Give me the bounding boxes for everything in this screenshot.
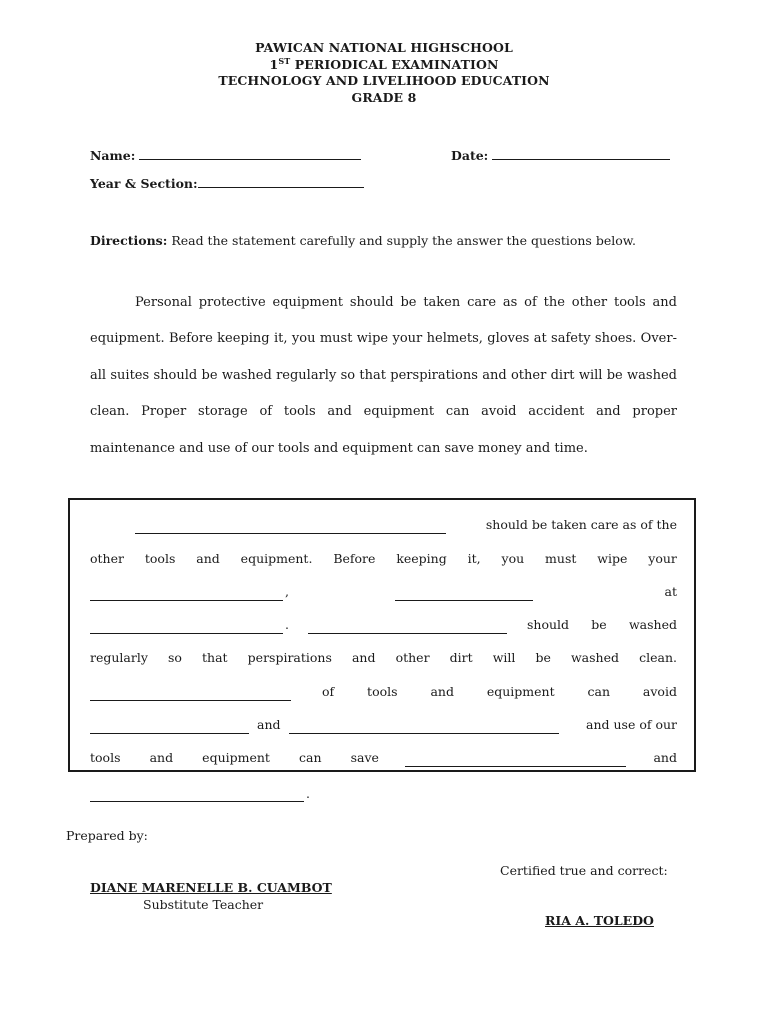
- row-6-words: [322, 684, 677, 699]
- exercise-word: of: [322, 684, 335, 699]
- exercise-word: dirt: [449, 650, 473, 665]
- exam-title-number: 1: [269, 56, 279, 72]
- exercise-row-6: [90, 684, 677, 704]
- exercise-word: you: [501, 551, 525, 566]
- section-field[interactable]: [90, 176, 364, 191]
- preparer-role: Substitute Teacher: [143, 897, 264, 912]
- exercise-word: can: [299, 750, 322, 765]
- blank-2[interactable]: [90, 600, 283, 601]
- reading-passage: [90, 285, 677, 467]
- exercise-word: will: [492, 650, 516, 665]
- certifier-name: RIA A. TOLEDO: [545, 913, 654, 928]
- exercise-word: tools: [367, 684, 398, 699]
- exercise-word: so: [168, 650, 182, 665]
- exam-header: [0, 40, 768, 106]
- grade-level: GRADE 8: [351, 89, 417, 105]
- section-label: Year & Section:: [90, 176, 198, 191]
- blank-3[interactable]: [395, 600, 533, 601]
- exercise-word: and: [430, 684, 454, 699]
- exercise-word: avoid: [642, 684, 677, 699]
- blank-1[interactable]: [135, 533, 446, 534]
- exercise-row-9: [90, 785, 677, 805]
- exercise-word: perspirations: [247, 650, 332, 665]
- directions-label: Directions:: [90, 233, 168, 248]
- exercise-word: other: [90, 551, 124, 566]
- exercise-word: can: [587, 684, 611, 699]
- row-8-and: and: [653, 750, 677, 765]
- directions-text: Read the statement carefully and supply the answer the questions below.: [167, 233, 636, 248]
- exercise-row-3: [90, 584, 677, 604]
- exercise-row-2: [90, 551, 677, 571]
- subject-title: TECHNOLOGY AND LIVELIHOOD EDUCATION: [218, 73, 550, 88]
- exercise-word: be: [591, 617, 607, 632]
- exam-title-ordinal: ST: [278, 55, 291, 66]
- exercise-word: your: [648, 551, 677, 566]
- row-1-text: should be taken care as of the: [485, 517, 677, 532]
- exercise-word: that: [202, 650, 228, 665]
- exercise-word: it,: [467, 551, 481, 566]
- exercise-word: regularly: [90, 650, 148, 665]
- exercise-word: clean.: [639, 650, 677, 665]
- exercise-row-7: [90, 717, 677, 737]
- exercise-word: must: [545, 551, 577, 566]
- exercise-word: equipment.: [240, 551, 313, 566]
- exercise-word: and: [351, 650, 376, 665]
- date-field[interactable]: [451, 148, 670, 163]
- row-7-text: and use of our: [586, 717, 677, 732]
- exercise-word: and: [196, 551, 220, 566]
- passage-text: Personal protective equipment should be taken care as of the other tools and equipment. Before keeping it, you must wipe your helmets, gloves at safety shoes. Over-all suites should be washed regularly so that perspirations and other dirt will be washed clean. Proper storage of tools and equipment can avoid accident and proper maintenance and use of our tools and equipment can save money and time.: [90, 295, 677, 456]
- exercise-row-5: [90, 650, 677, 670]
- section-blank[interactable]: [198, 177, 364, 188]
- row-5-words: [90, 650, 677, 665]
- exercise-word: and: [149, 750, 174, 765]
- exercise-row-4: [90, 617, 677, 637]
- exercise-word: Before: [333, 551, 376, 566]
- row-4-period: .: [285, 617, 289, 632]
- exercise-word: equipment: [202, 750, 270, 765]
- exercise-word: keeping: [396, 551, 447, 566]
- exercise-word: tools: [90, 750, 121, 765]
- blank-4[interactable]: [90, 633, 283, 634]
- exercise-word: wipe: [597, 551, 628, 566]
- exercise-word: washed: [570, 650, 620, 665]
- exercise-word: be: [535, 650, 551, 665]
- blank-9[interactable]: [405, 766, 626, 767]
- row-7-and: and: [257, 717, 281, 732]
- date-label: Date:: [451, 148, 489, 163]
- blank-6[interactable]: [90, 700, 291, 701]
- school-name: PAWICAN NATIONAL HIGHSCHOOL: [255, 40, 513, 55]
- exercise-word: save: [350, 750, 379, 765]
- blank-5[interactable]: [308, 633, 507, 634]
- row-2-words: [90, 551, 677, 566]
- exercise-word: should: [527, 617, 570, 632]
- name-field[interactable]: [90, 148, 361, 163]
- prepared-by-label: Prepared by:: [66, 828, 148, 843]
- exercise-word: other: [395, 650, 430, 665]
- blank-10[interactable]: [90, 801, 304, 802]
- row-3-at: at: [664, 584, 677, 599]
- date-blank[interactable]: [492, 149, 670, 160]
- preparer-name: DIANE MARENELLE B. CUAMBOT: [90, 880, 332, 895]
- exercise-row-8: [90, 750, 677, 770]
- name-label: Name:: [90, 148, 136, 163]
- exam-title: [0, 57, 768, 74]
- exercise-word: tools: [144, 551, 176, 566]
- exam-title-rest: PERIODICAL EXAMINATION: [290, 56, 499, 72]
- name-blank[interactable]: [139, 149, 361, 160]
- directions: [90, 233, 636, 248]
- blank-8[interactable]: [289, 733, 559, 734]
- row-4-text: [527, 617, 677, 632]
- exercise-word: washed: [628, 617, 677, 632]
- certified-label: Certified true and correct:: [500, 863, 668, 878]
- blank-7[interactable]: [90, 733, 249, 734]
- exercise-word: equipment: [486, 684, 555, 699]
- exercise-row-1: [90, 517, 677, 537]
- row-3-comma: ,: [285, 584, 289, 599]
- row-8-words: [90, 750, 379, 765]
- row-9-period: .: [306, 786, 310, 801]
